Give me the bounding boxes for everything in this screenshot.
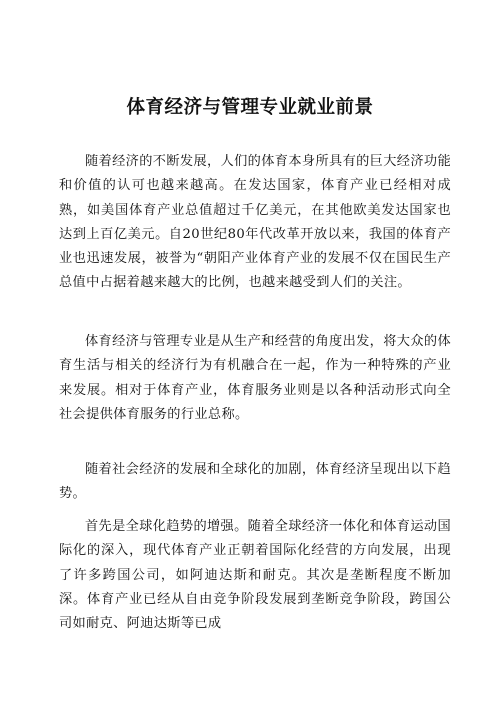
paragraph-development-overview: 随着经济的不断发展，人们的体育本身所具有的巨大经济功能和价值的认可也越来越高。在发达国家，体育产业已经相对成熟，如美国体育产业总值超过千亿美元，在其他欧美发达国家也达到上百亿美元。自20世纪80年代改革开放以来，我国的体育产业也迅速发展，被誉为“朝阳产业体育产业的发展不仅在国民生产总值中占据着越来越大的比例，也越来越受到人们的关注。: [59, 154, 451, 291]
paragraph-major-definition: 体育经济与管理专业是从生产和经营的角度出发，将大众的体育生活与相关的经济行为有机融合在一起，作为一种特殊的产业来发展。相对于体育产业，体育服务业则是以各种活动形式向全社会提供体育服务的行业总称。: [59, 334, 451, 422]
paragraph-globalization-trend: 首先是全球化趋势的增强。随着全球经济一体化和体育运动国际化的深入，现代体育产业正朝着国际化经营的方向发展，出现了许多跨国公司，如阿迪达斯和耐克。其次是垄断程度不断加深。体育产业已经从自由竞争阶段发展到垄断竞争阶段，跨国公司如耐克、阿迪达斯等已成: [59, 519, 451, 632]
document-title: 体育经济与管理专业就业前景: [126, 97, 374, 118]
paragraph-trends-intro: 随着社会经济的发展和全球化的加剧，体育经济呈现出以下趋势。: [59, 462, 451, 502]
